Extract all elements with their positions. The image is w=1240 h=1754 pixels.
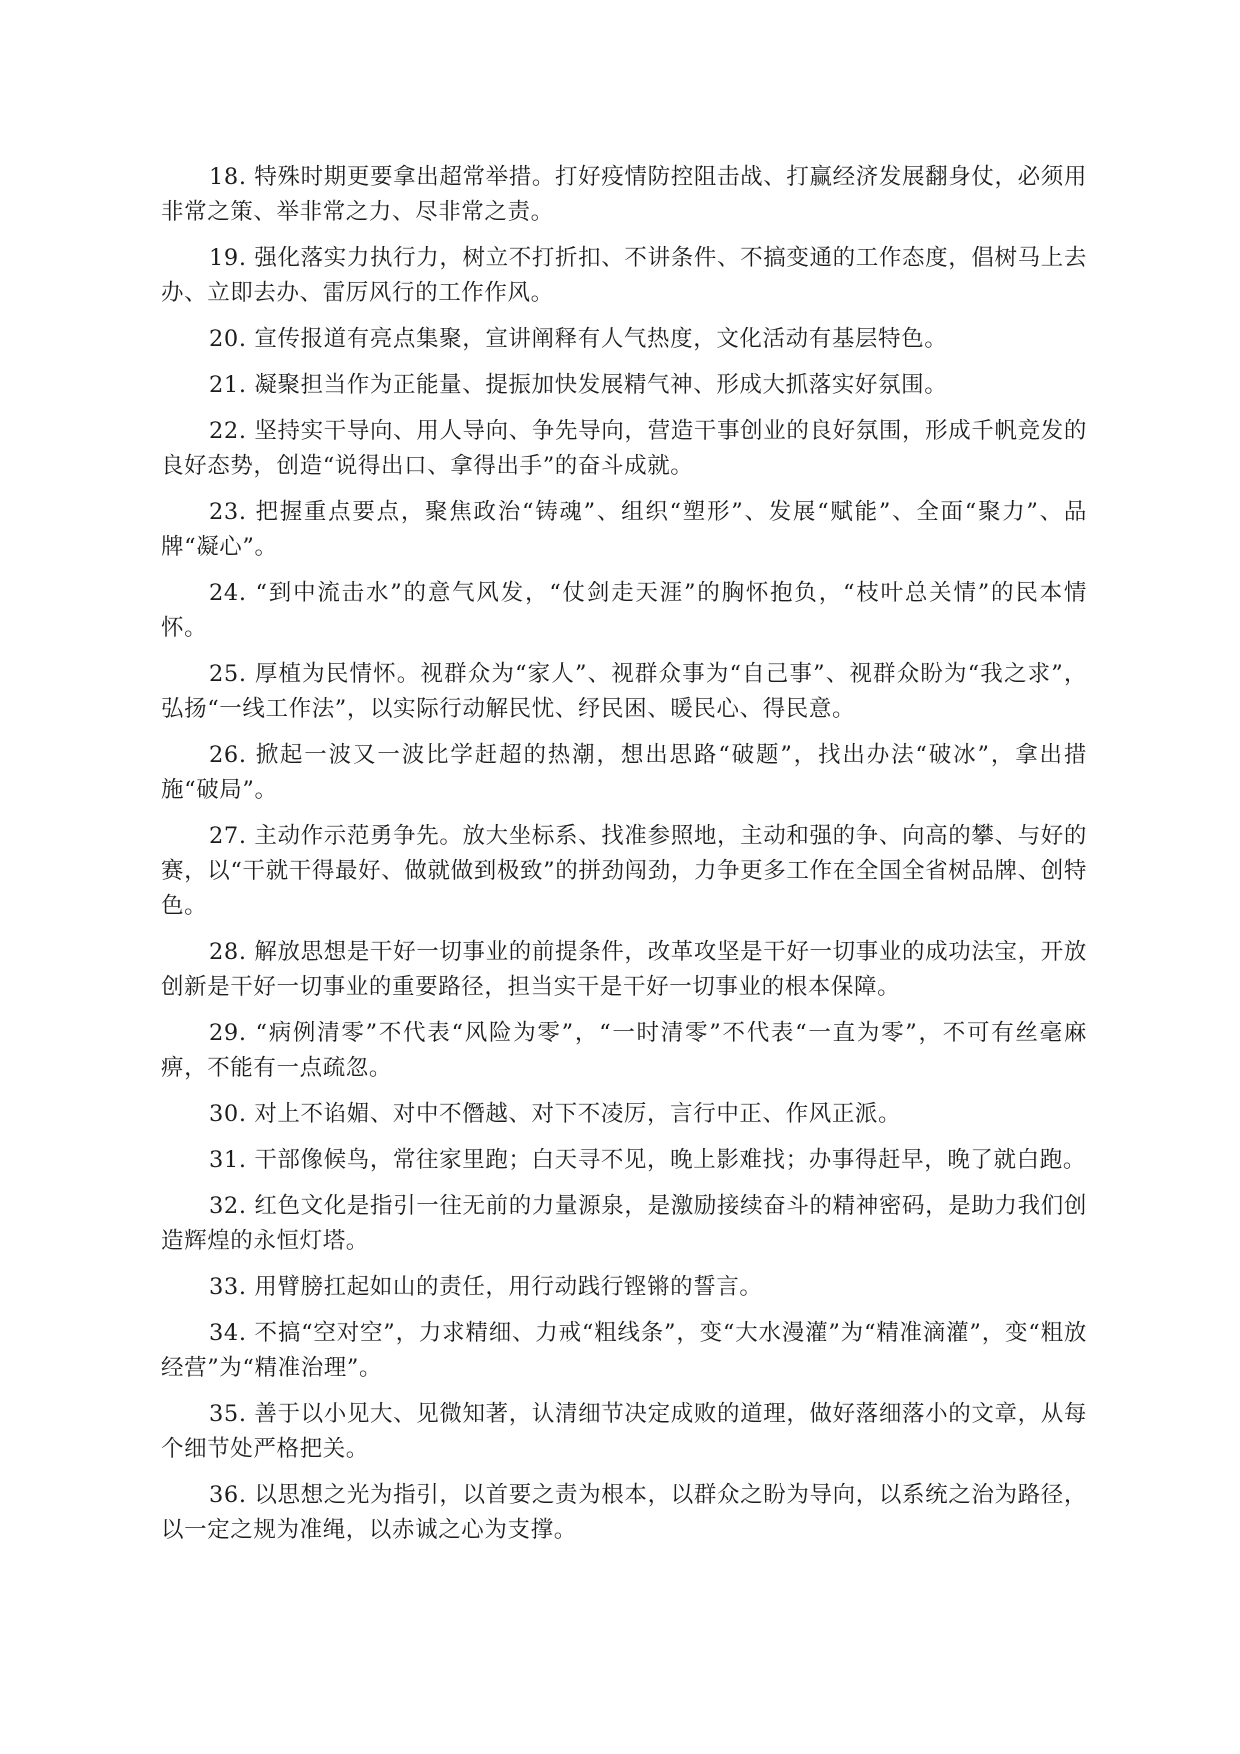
paragraph-30: 30. 对上不谄媚、对中不僭越、对下不凌厉，言行中正、作风正派。: [209, 1101, 902, 1127]
paragraph-34: 34. 不搞“空对空”，力求精细、力戒“粗线条”，变“大水漫灌”为“精准滴灌”，变“粗放经营”为“精准治理”。: [161, 1320, 1087, 1381]
paragraph-35: 35. 善于以小见大、见微知著，认清细节决定成败的道理，做好落细落小的文章，从每个细节处严格把关。: [161, 1401, 1087, 1462]
paragraph-36: 36. 以思想之光为指引，以首要之责为根本，以群众之盼为导向，以系统之治为路径，以一定之规为准绳，以赤诚之心为支撑。: [161, 1482, 1087, 1543]
paragraph-20: 20. 宣传报道有亮点集聚，宣讲阐释有人气热度，文化活动有基层特色。: [209, 326, 948, 352]
paragraph-22: 22. 坚持实干导向、用人导向、争先导向，营造干事创业的良好氛围，形成千帆竞发的良好态势，创造“说得出口、拿得出手”的奋斗成就。: [161, 418, 1087, 479]
paragraph-29: 29. “病例清零”不代表“风险为零”，“一时清零”不代表“一直为零”，不可有丝毫麻痹，不能有一点疏忽。: [161, 1020, 1087, 1081]
paragraph-23: 23. 把握重点要点，聚焦政治“铸魂”、组织“塑形”、发展“赋能”、全面“聚力”、品牌“凝心”。: [161, 499, 1087, 560]
paragraph-18: 18. 特殊时期更要拿出超常举措。打好疫情防控阻击战、打赢经济发展翻身仗，必须用非常之策、举非常之力、尽非常之责。: [161, 164, 1087, 225]
paragraph-33: 33. 用臂膀扛起如山的责任，用行动践行铿锵的誓言。: [209, 1274, 763, 1300]
paragraph-21: 21. 凝聚担当作为正能量、提振加快发展精气神、形成大抓落实好氛围。: [209, 372, 948, 398]
document-body: [161, 160, 1087, 1559]
paragraph-26: 26. 掀起一波又一波比学赶超的热潮，想出思路“破题”，找出办法“破冰”，拿出措施“破局”。: [161, 742, 1087, 803]
paragraph-32: 32. 红色文化是指引一往无前的力量源泉，是激励接续奋斗的精神密码，是助力我们创造辉煌的永恒灯塔。: [161, 1193, 1087, 1254]
paragraph-24: 24. “到中流击水”的意气风发，“仗剑走天涯”的胸怀抱负，“枝叶总关情”的民本情怀。: [161, 580, 1087, 641]
paragraph-19: 19. 强化落实力执行力，树立不打折扣、不讲条件、不搞变通的工作态度，倡树马上去办、立即去办、雷厉风行的工作作风。: [161, 245, 1087, 306]
paragraph-25: 25. 厚植为民情怀。视群众为“家人”、视群众事为“自己事”、视群众盼为“我之求”，弘扬“一线工作法”，以实际行动解民忧、纾民困、暖民心、得民意。: [161, 661, 1087, 722]
paragraph-31: 31. 干部像候鸟，常往家里跑；白天寻不见，晚上影难找；办事得赶早，晚了就白跑。: [209, 1147, 1086, 1173]
paragraph-28: 28. 解放思想是干好一切事业的前提条件，改革攻坚是干好一切事业的成功法宝，开放创新是干好一切事业的重要路径，担当实干是干好一切事业的根本保障。: [161, 939, 1087, 1000]
paragraph-27: 27. 主动作示范勇争先。放大坐标系、找准参照地，主动和强的争、向高的攀、与好的赛，以“干就干得最好、做就做到极致”的拼劲闯劲，力争更多工作在全国全省树品牌、创特色。: [161, 823, 1087, 919]
